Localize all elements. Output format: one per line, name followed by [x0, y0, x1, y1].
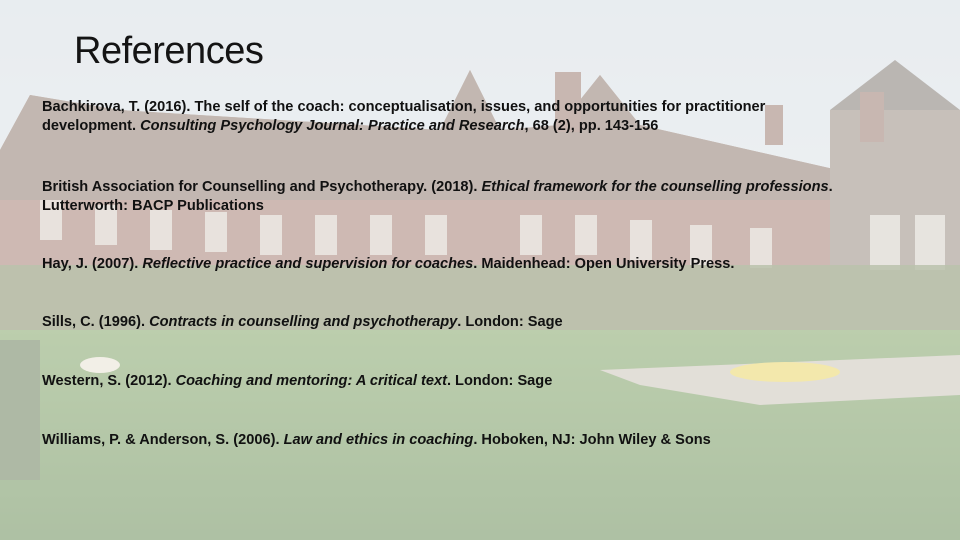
reference-details: . Lutterworth: BACP Publications	[42, 179, 833, 214]
reference-details: . Hoboken, NJ: John Wiley & Sons	[473, 432, 711, 448]
reference-text: Williams, P. & Anderson, S. (2006).	[42, 432, 284, 448]
reference-details: . London: Sage	[457, 314, 563, 330]
reference-item-sills	[42, 313, 862, 332]
reference-source-title: Coaching and mentoring: A critical text	[175, 373, 447, 389]
reference-item-bacp	[42, 178, 862, 216]
reference-item-western	[42, 372, 862, 391]
reference-source-title: Contracts in counselling and psychotherapy	[149, 314, 458, 330]
reference-text: Western, S. (2012).	[42, 373, 176, 389]
reference-source-title: Consulting Psychology Journal: Practice and Research	[140, 117, 525, 134]
reference-item-bachkirova	[42, 98, 862, 136]
reference-details: , 68 (2), pp. 143-156	[524, 117, 659, 134]
reference-text: British Association for Counselling and Psychotherapy. (2018).	[42, 179, 482, 195]
reference-text: Bachkirova, T. (2016). The self of the coach: conceptualisation, issues, and opportunities for practitioner development.	[42, 99, 766, 134]
reference-details: . London: Sage	[446, 373, 553, 389]
slide-title: References	[74, 30, 264, 72]
reference-text: Sills, C. (1996).	[42, 314, 150, 330]
reference-item-williams	[42, 431, 862, 450]
reference-source-title: Reflective practice and supervision for coaches	[142, 256, 474, 272]
reference-text: Hay, J. (2007).	[42, 256, 143, 272]
reference-details: . Maidenhead: Open University Press.	[473, 256, 735, 272]
reference-item-hay	[42, 255, 862, 274]
reference-source-title: Ethical framework for the counselling professions	[481, 179, 829, 195]
reference-source-title: Law and ethics in coaching	[283, 432, 474, 448]
